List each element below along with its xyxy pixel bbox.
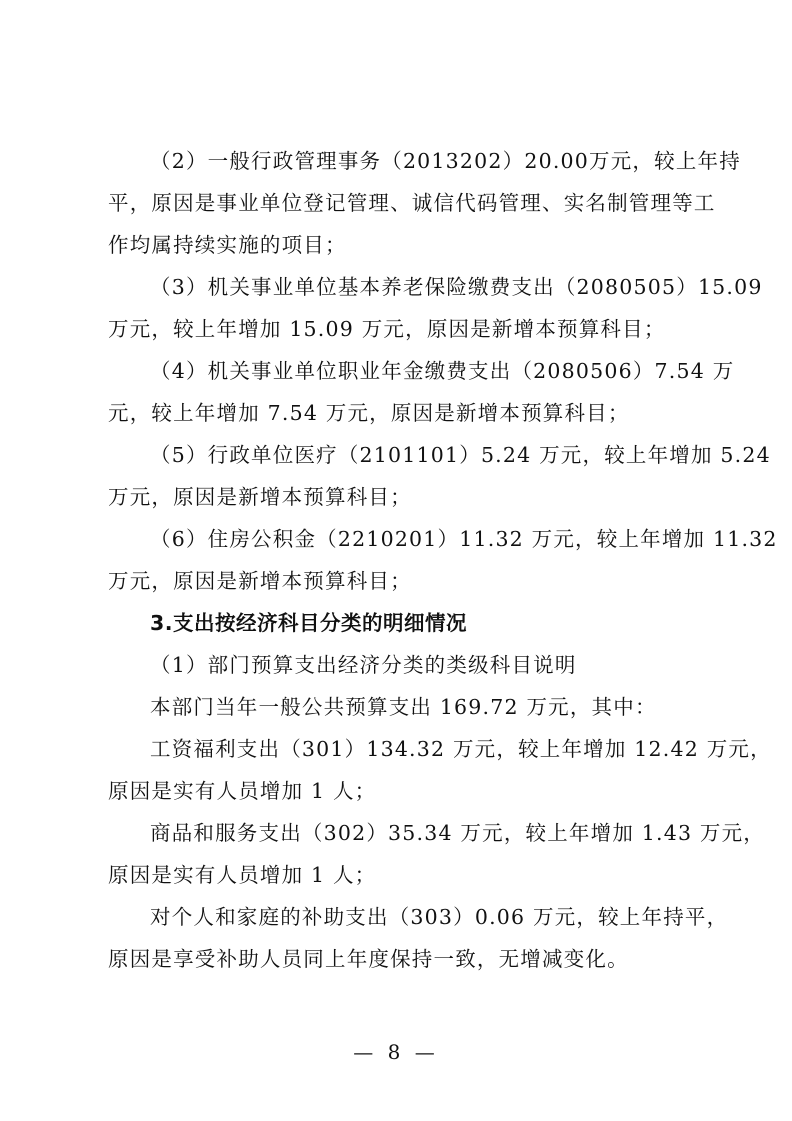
paragraph-line: 万元，原因是新增本预算科目； <box>108 485 412 509</box>
subheading: （1）部门预算支出经济分类的类级科目说明 <box>150 653 577 677</box>
paragraph-line: 作均属持续实施的项目； <box>108 233 347 257</box>
page-number: — 8 — <box>353 1040 439 1064</box>
paragraph-line: （3）机关事业单位基本养老保险缴费支出（2080505）15.09 <box>150 275 763 299</box>
summary-line: 本部门当年一般公共预算支出 169.72 万元，其中： <box>150 695 657 719</box>
section-heading: 3.支出按经济科目分类的明细情况 <box>150 611 468 635</box>
paragraph-line: （4）机关事业单位职业年金缴费支出（2080506）7.54 万 <box>150 359 735 383</box>
item-line: 对个人和家庭的补助支出（303）0.06 万元，较上年持平， <box>150 905 729 929</box>
paragraph-line: 万元，较上年增加 15.09 万元，原因是新增本预算科目； <box>108 317 666 341</box>
paragraph-line: （6）住房公积金（2210201）11.32 万元，较上年增加 11.32 <box>150 527 778 551</box>
item-line: 工资福利支出（301）134.32 万元，较上年增加 12.42 万元， <box>150 737 772 761</box>
paragraph-line: 平，原因是事业单位登记管理、诚信代码管理、实名制管理等工 <box>108 191 716 215</box>
item-line: 商品和服务支出（302）35.34 万元，较上年增加 1.43 万元， <box>150 821 766 845</box>
item-line: 原因是享受补助人员同上年度保持一致，无增减变化。 <box>108 947 629 971</box>
item-line: 原因是实有人员增加 1 人； <box>108 779 377 803</box>
paragraph-line: 元，较上年增加 7.54 万元，原因是新增本预算科目； <box>108 401 630 425</box>
paragraph-line: 万元，原因是新增本预算科目； <box>108 569 412 593</box>
paragraph-line: （2）一般行政管理事务（2013202）20.00万元，较上年持 <box>150 149 741 173</box>
paragraph-line: （5）行政单位医疗（2101101）5.24 万元，较上年增加 5.24 <box>150 443 771 467</box>
item-line: 原因是实有人员增加 1 人； <box>108 863 377 887</box>
